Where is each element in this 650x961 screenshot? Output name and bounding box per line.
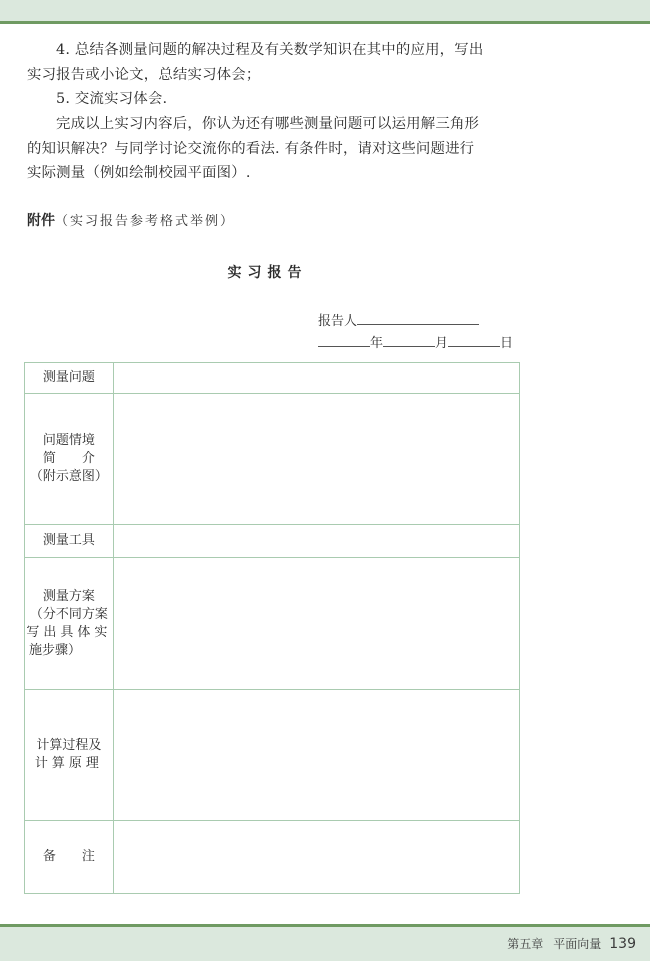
paragraph-line-1: 完成以上实习内容后，你认为还有哪些测量问题可以运用解三角形 xyxy=(56,116,480,132)
reporter-blank[interactable] xyxy=(357,312,479,325)
label-line: 备 注 xyxy=(42,849,95,864)
label-line: 写出具体实 xyxy=(26,624,112,640)
row-label xyxy=(25,394,114,525)
label-line: （附示意图） xyxy=(29,469,108,484)
year-blank[interactable] xyxy=(318,334,370,347)
paragraph-line-2: 的知识解决？与同学讨论交流你的看法. 有条件时，请对这些问题进行 xyxy=(27,140,475,157)
item-4-text xyxy=(27,38,527,87)
label-line: 测量工具 xyxy=(42,533,95,548)
month-blank[interactable] xyxy=(383,334,435,347)
table-row-notes xyxy=(25,821,520,894)
label-line: 施步骤） xyxy=(29,642,82,658)
table-row-calculation xyxy=(25,690,520,821)
report-form-table xyxy=(24,362,520,894)
row-label xyxy=(25,690,114,821)
label-line: 测量方案 xyxy=(42,588,95,604)
label-line: 计算原理 xyxy=(34,756,103,771)
label-line: 计算过程及 xyxy=(36,738,102,753)
page-footer xyxy=(507,935,636,952)
label-line: 简 介 xyxy=(42,451,95,466)
calculation-cell[interactable] xyxy=(113,690,519,821)
tools-cell[interactable] xyxy=(113,525,519,558)
appendix-label: 附件 xyxy=(27,213,55,229)
appendix-note: （实习报告参考格式举例） xyxy=(55,214,236,229)
item-4-line-1: 4. 总结各测量问题的解决过程及有关数学知识在其中的应用，写出 xyxy=(56,42,484,58)
label-line: 问题情境 xyxy=(42,433,95,448)
table-row-measurement-problem xyxy=(25,363,520,394)
plan-cell[interactable] xyxy=(113,558,519,690)
row-label xyxy=(25,363,114,394)
summary-paragraph xyxy=(27,112,527,186)
appendix-heading xyxy=(27,210,235,230)
label-line: （分不同方案 xyxy=(29,606,108,622)
year-label: 年 xyxy=(370,336,384,351)
footer-chapter: 第五章 xyxy=(507,937,544,951)
footer-section: 平面向量 xyxy=(553,937,602,951)
paragraph-line-3: 实际测量（例如绘制校园平面图）. xyxy=(27,165,251,181)
day-label: 日 xyxy=(500,336,514,351)
table-row-problem-context xyxy=(25,394,520,525)
day-blank[interactable] xyxy=(448,334,500,347)
row-label xyxy=(25,525,114,558)
label-line: 测量问题 xyxy=(42,370,95,385)
measurement-problem-cell[interactable] xyxy=(113,363,519,394)
table-row-tools xyxy=(25,525,520,558)
notes-cell[interactable] xyxy=(113,821,519,894)
month-label: 月 xyxy=(435,336,449,351)
row-label xyxy=(25,558,114,690)
row-label xyxy=(25,821,114,894)
top-green-rule xyxy=(0,21,650,24)
report-title: 实习报告 xyxy=(227,265,308,281)
item-4-line-2: 实习报告或小论文，总结实习体会； xyxy=(27,66,261,83)
page-number: 139 xyxy=(609,936,636,952)
reporter-field xyxy=(318,310,479,329)
problem-context-cell[interactable] xyxy=(113,394,519,525)
reporter-label: 报告人 xyxy=(318,314,358,329)
top-page-band xyxy=(0,0,650,22)
item-5-text xyxy=(27,87,527,112)
table-row-plan xyxy=(25,558,520,690)
date-field xyxy=(318,332,513,351)
item-5-line-1: 5. 交流实习体会. xyxy=(56,91,168,107)
